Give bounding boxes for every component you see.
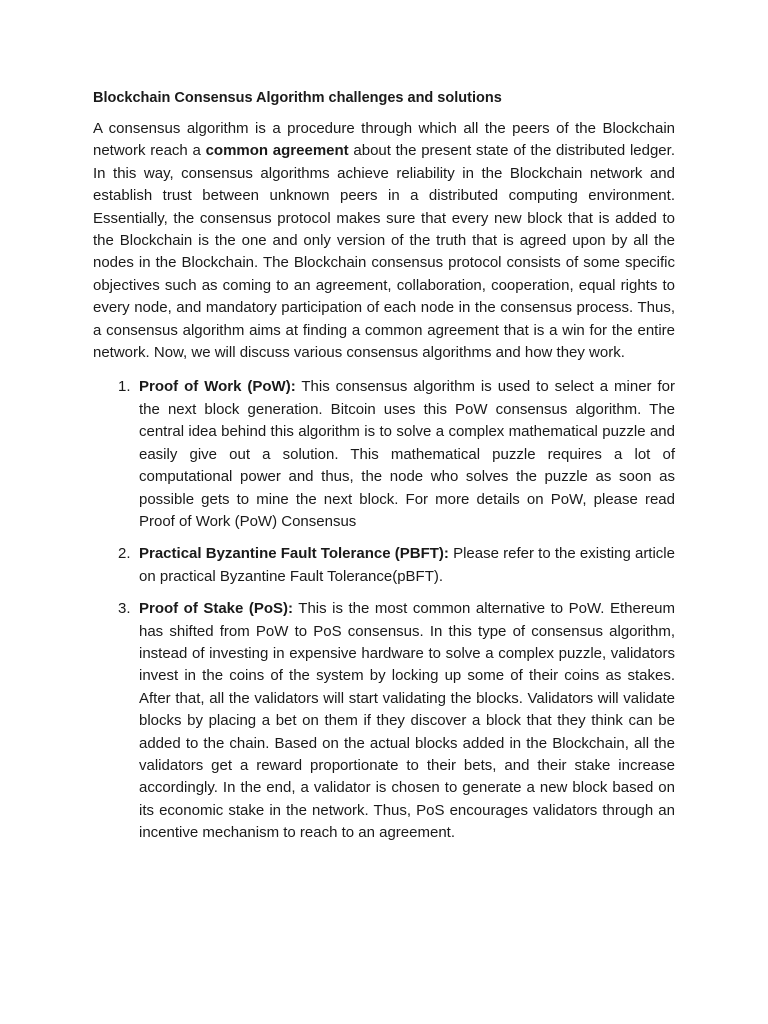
- list-item-term: Proof of Stake (PoS):: [139, 600, 294, 618]
- list-item-number: 3.: [118, 600, 131, 618]
- intro-paragraph: [93, 118, 675, 364]
- list-item-text: Please refer to the existing article on practical Byzantine Fault Tolerance(pBFT).: [139, 545, 675, 585]
- intro-text-end: about the present state of the distributed ledger. In this way, consensus algorithms achieve reliability in the Blockchain network and establish trust between unknown peers in a distributed computing environment. Essentially, the consensus protocol makes sure that every new block that is added to the Blockchain is the one and only version of the truth that is agreed upon by all the nodes in the Blockchain. The Blockchain consensus protocol consists of some specific objectives such as coming to an agreement, collaboration, cooperation, equal rights to every node, and mandatory participation of each node in the consensus process. Thus, a consensus algorithm aims at finding a common agreement that is a win for the entire network. Now, we will discuss various consensus algorithms and how they work.: [93, 142, 675, 362]
- intro-text-start: A consensus algorithm is a procedure through which all the peers of the Blockchain network reach a: [93, 120, 675, 160]
- intro-bold-phrase: common agreement: [205, 142, 349, 160]
- list-item-number: 1.: [118, 378, 131, 396]
- list-item-text: This consensus algorithm is used to select a miner for the next block generation. Bitcoin uses this PoW consensus algorithm. The central idea behind this algorithm is to solve a complex mathematical puzzle and easily give out a solution. This mathematical puzzle requires a lot of computational power and thus, the node who solves the puzzle as soon as possible gets to mine the next block. For more details on PoW, please read Proof of Work (PoW) Consensus: [139, 378, 675, 530]
- list-item: [93, 598, 675, 844]
- list-item: [93, 543, 675, 588]
- document-page: [93, 88, 675, 855]
- list-item: [93, 376, 675, 533]
- list-item-text: This is the most common alternative to PoW. Ethereum has shifted from PoW to PoS consensus. In this type of consensus algorithm, instead of investing in expensive hardware to solve a complex puzzle, validators invest in the coins of the system by locking up some of their coins as stakes. After that, all the validators will start validating the blocks. Validators will validate blocks by placing a bet on them if they discover a block that they think can be added to the chain. Based on the actual blocks added in the Blockchain, all the validators get a reward proportionate to their bets, and their stake increase accordingly. In the end, a validator is chosen to generate a new block based on its economic stake in the network. Thus, PoS encourages validators through an incentive mechanism to reach to an agreement.: [139, 600, 676, 842]
- document-title: Blockchain Consensus Algorithm challenges and solutions: [93, 90, 502, 106]
- list-item-number: 2.: [118, 545, 131, 563]
- list-item-term: Proof of Work (PoW):: [139, 378, 296, 396]
- algorithm-list: [93, 376, 675, 844]
- list-item-term: Practical Byzantine Fault Tolerance (PBFT):: [139, 545, 449, 563]
